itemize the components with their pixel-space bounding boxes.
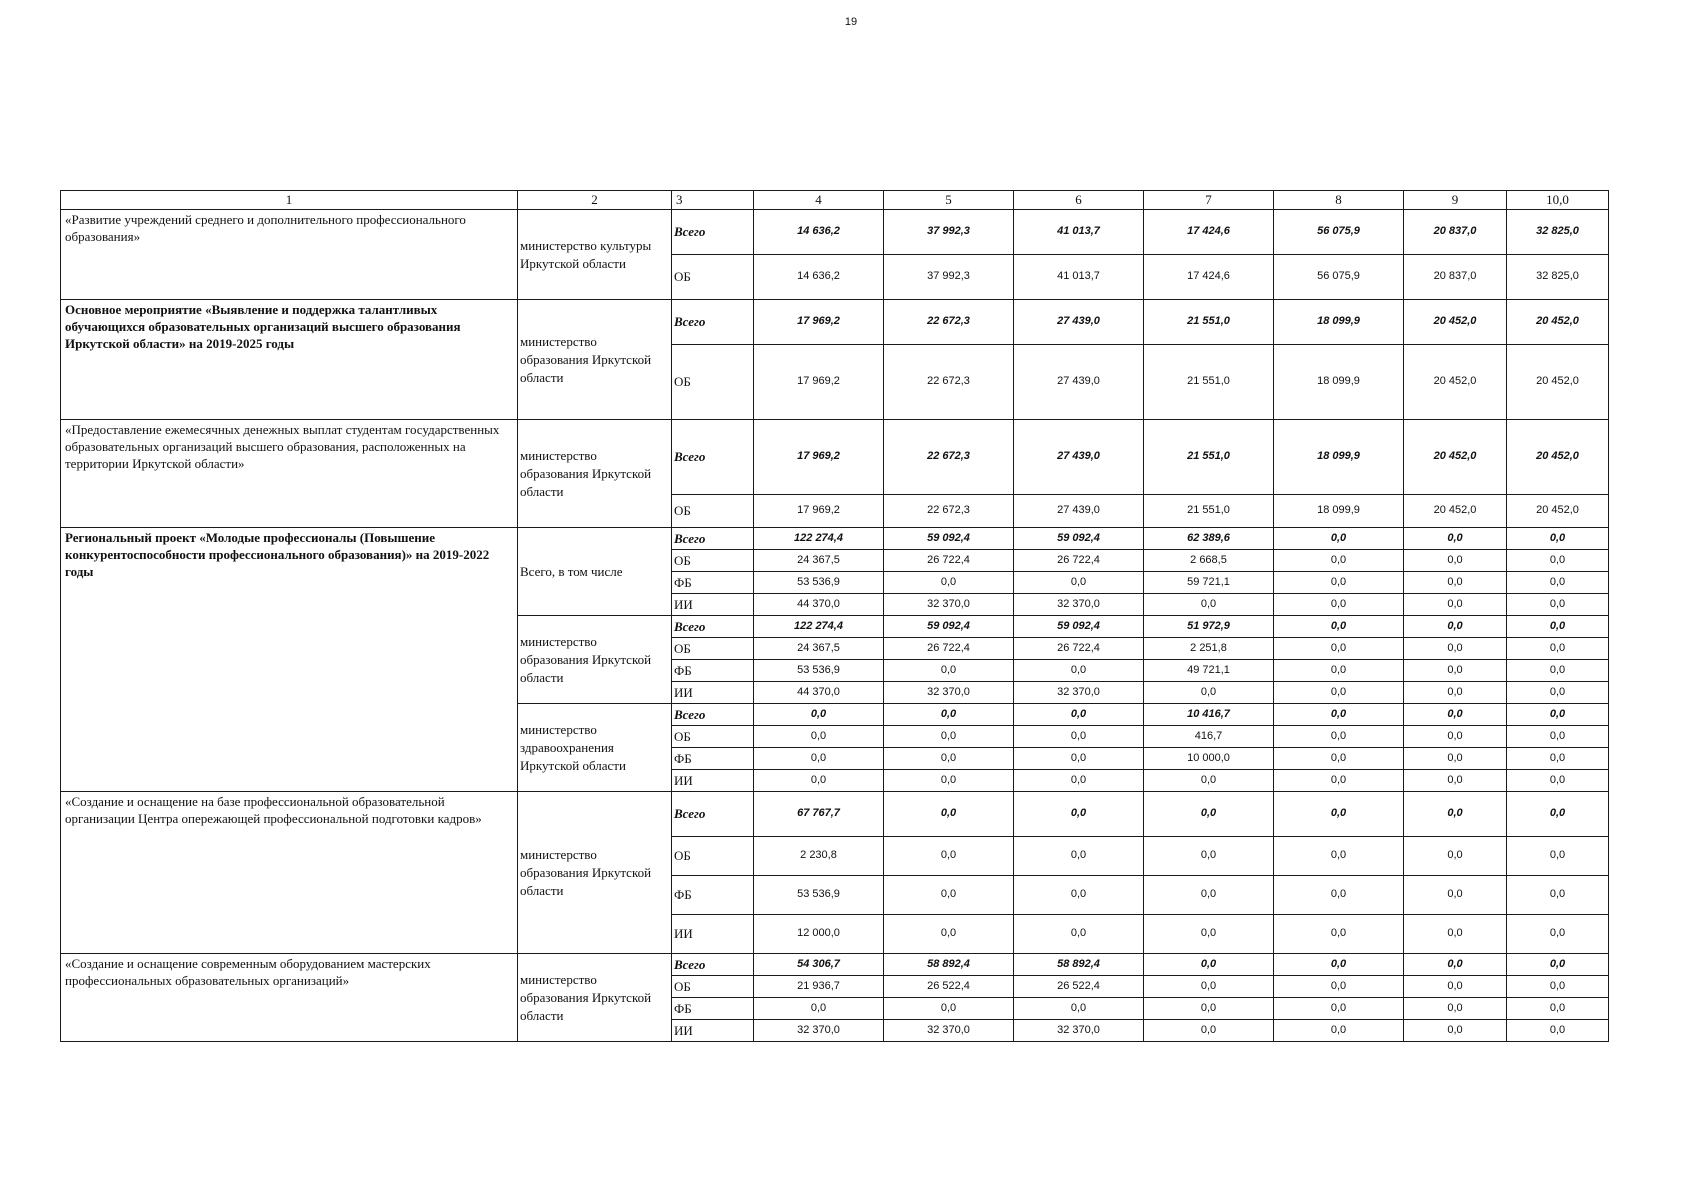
funding-source: Всего — [672, 210, 754, 255]
amount-cell: 0,0 — [1404, 726, 1507, 748]
header-cell: 5 — [884, 191, 1014, 210]
amount-cell: 58 892,4 — [1014, 954, 1144, 976]
amount-cell: 0,0 — [1404, 976, 1507, 998]
amount-cell: 0,0 — [1507, 792, 1609, 837]
amount-cell: 0,0 — [1404, 572, 1507, 594]
amount-cell: 0,0 — [1014, 660, 1144, 682]
funding-source: ИИ — [672, 594, 754, 616]
amount-cell: 0,0 — [1274, 704, 1404, 726]
funding-source: Всего — [672, 528, 754, 550]
amount-cell: 0,0 — [884, 660, 1014, 682]
amount-cell: 0,0 — [1404, 770, 1507, 792]
amount-cell: 32 370,0 — [754, 1020, 884, 1042]
amount-cell: 49 721,1 — [1144, 660, 1274, 682]
amount-cell: 56 075,9 — [1274, 255, 1404, 300]
funding-source: ФБ — [672, 572, 754, 594]
amount-cell: 0,0 — [1014, 704, 1144, 726]
amount-cell: 26 722,4 — [1014, 638, 1144, 660]
amount-cell: 26 522,4 — [1014, 976, 1144, 998]
amount-cell: 0,0 — [1274, 876, 1404, 915]
table-body — [61, 191, 1609, 1042]
amount-cell: 0,0 — [1144, 770, 1274, 792]
funding-source: ОБ — [672, 255, 754, 300]
amount-cell: 17 969,2 — [754, 495, 884, 528]
amount-cell: 20 452,0 — [1507, 300, 1609, 345]
amount-cell: 18 099,9 — [1274, 495, 1404, 528]
amount-cell: 0,0 — [1144, 954, 1274, 976]
funding-source: ИИ — [672, 770, 754, 792]
amount-cell: 53 536,9 — [754, 660, 884, 682]
amount-cell: 0,0 — [1144, 792, 1274, 837]
amount-cell: 0,0 — [1274, 1020, 1404, 1042]
amount-cell: 32 370,0 — [884, 594, 1014, 616]
funding-source: ФБ — [672, 876, 754, 915]
amount-cell: 0,0 — [1274, 748, 1404, 770]
funding-source: ОБ — [672, 495, 754, 528]
amount-cell: 20 452,0 — [1507, 345, 1609, 420]
amount-cell: 0,0 — [754, 748, 884, 770]
amount-cell: 32 825,0 — [1507, 255, 1609, 300]
funding-source: ФБ — [672, 660, 754, 682]
amount-cell: 53 536,9 — [754, 572, 884, 594]
amount-cell: 0,0 — [1507, 704, 1609, 726]
amount-cell: 0,0 — [1404, 748, 1507, 770]
amount-cell: 20 837,0 — [1404, 255, 1507, 300]
amount-cell: 0,0 — [1274, 954, 1404, 976]
amount-cell: 0,0 — [1274, 572, 1404, 594]
amount-cell: 0,0 — [1014, 837, 1144, 876]
amount-cell: 0,0 — [1274, 726, 1404, 748]
amount-cell: 0,0 — [1014, 726, 1144, 748]
amount-cell: 20 452,0 — [1507, 420, 1609, 495]
amount-cell: 32 825,0 — [1507, 210, 1609, 255]
amount-cell: 26 722,4 — [1014, 550, 1144, 572]
amount-cell: 21 551,0 — [1144, 495, 1274, 528]
amount-cell: 27 439,0 — [1014, 495, 1144, 528]
amount-cell: 0,0 — [1404, 876, 1507, 915]
amount-cell: 41 013,7 — [1014, 255, 1144, 300]
amount-cell: 0,0 — [884, 572, 1014, 594]
amount-cell: 18 099,9 — [1274, 345, 1404, 420]
amount-cell: 0,0 — [1404, 616, 1507, 638]
header-cell: 1 — [61, 191, 518, 210]
amount-cell: 21 936,7 — [754, 976, 884, 998]
executor-name: Всего, в том числе — [518, 528, 672, 616]
header-cell: 9 — [1404, 191, 1507, 210]
amount-cell: 0,0 — [1404, 954, 1507, 976]
amount-cell: 62 389,6 — [1144, 528, 1274, 550]
table-row — [61, 420, 1609, 495]
amount-cell: 59 092,4 — [1014, 616, 1144, 638]
amount-cell: 20 452,0 — [1404, 420, 1507, 495]
amount-cell: 0,0 — [754, 998, 884, 1020]
amount-cell: 0,0 — [1507, 976, 1609, 998]
header-cell: 10,0 — [1507, 191, 1609, 210]
funding-source: Всего — [672, 704, 754, 726]
amount-cell: 21 551,0 — [1144, 345, 1274, 420]
amount-cell: 20 452,0 — [1404, 345, 1507, 420]
header-cell: 3 — [672, 191, 754, 210]
funding-source: ИИ — [672, 1020, 754, 1042]
executor-name: министерство образования Иркутской области — [518, 616, 672, 704]
amount-cell: 0,0 — [1144, 915, 1274, 954]
amount-cell: 0,0 — [884, 726, 1014, 748]
amount-cell: 17 424,6 — [1144, 255, 1274, 300]
funding-source: ИИ — [672, 682, 754, 704]
amount-cell: 59 721,1 — [1144, 572, 1274, 594]
funding-source: Всего — [672, 300, 754, 345]
amount-cell: 0,0 — [1507, 594, 1609, 616]
amount-cell: 24 367,5 — [754, 550, 884, 572]
amount-cell: 59 092,4 — [884, 616, 1014, 638]
amount-cell: 20 452,0 — [1404, 300, 1507, 345]
funding-source: ОБ — [672, 726, 754, 748]
amount-cell: 67 767,7 — [754, 792, 884, 837]
amount-cell: 56 075,9 — [1274, 210, 1404, 255]
amount-cell: 0,0 — [884, 837, 1014, 876]
activity-name: «Предоставление ежемесячных денежных выплат студентам государственных образовательных организаций высшего образования, расположенных на территории Иркутской области» — [61, 420, 518, 528]
activity-name: «Создание и оснащение на базе профессиональной образовательной организации Центра опережающей профессиональной подготовки кадров» — [61, 792, 518, 954]
amount-cell: 0,0 — [1014, 792, 1144, 837]
amount-cell: 0,0 — [1507, 550, 1609, 572]
activity-name: Основное мероприятие «Выявление и поддержка талантливых обучающихся образовательных организаций высшего образования Иркутской области» на 2019-2025 годы — [61, 300, 518, 420]
amount-cell: 21 551,0 — [1144, 420, 1274, 495]
amount-cell: 0,0 — [1404, 528, 1507, 550]
amount-cell: 0,0 — [1274, 998, 1404, 1020]
funding-source: ОБ — [672, 345, 754, 420]
funding-source: ОБ — [672, 976, 754, 998]
amount-cell: 37 992,3 — [884, 210, 1014, 255]
amount-cell: 20 452,0 — [1507, 495, 1609, 528]
amount-cell: 53 536,9 — [754, 876, 884, 915]
amount-cell: 122 274,4 — [754, 616, 884, 638]
amount-cell: 0,0 — [1507, 528, 1609, 550]
amount-cell: 0,0 — [1274, 770, 1404, 792]
amount-cell: 0,0 — [1507, 998, 1609, 1020]
page-number: 19 — [844, 16, 858, 28]
amount-cell: 51 972,9 — [1144, 616, 1274, 638]
table-row — [61, 528, 1609, 550]
amount-cell: 24 367,5 — [754, 638, 884, 660]
amount-cell: 17 969,2 — [754, 300, 884, 345]
funding-source: ОБ — [672, 837, 754, 876]
amount-cell: 32 370,0 — [1014, 594, 1144, 616]
activity-name: «Развитие учреждений среднего и дополнительного профессионального образования» — [61, 210, 518, 300]
budget-table — [60, 190, 1609, 1042]
executor-name: министерство образования Иркутской области — [518, 792, 672, 954]
amount-cell: 22 672,3 — [884, 495, 1014, 528]
amount-cell: 0,0 — [1274, 792, 1404, 837]
table-row — [61, 300, 1609, 345]
amount-cell: 0,0 — [884, 792, 1014, 837]
amount-cell: 26 522,4 — [884, 976, 1014, 998]
amount-cell: 0,0 — [1014, 998, 1144, 1020]
amount-cell: 0,0 — [1507, 682, 1609, 704]
amount-cell: 0,0 — [1014, 748, 1144, 770]
amount-cell: 0,0 — [1404, 915, 1507, 954]
amount-cell: 26 722,4 — [884, 638, 1014, 660]
amount-cell: 0,0 — [884, 998, 1014, 1020]
amount-cell: 17 969,2 — [754, 420, 884, 495]
amount-cell: 32 370,0 — [1014, 1020, 1144, 1042]
executor-name: министерство здравоохранения Иркутской области — [518, 704, 672, 792]
amount-cell: 27 439,0 — [1014, 345, 1144, 420]
amount-cell: 0,0 — [1144, 998, 1274, 1020]
amount-cell: 27 439,0 — [1014, 300, 1144, 345]
header-cell: 8 — [1274, 191, 1404, 210]
amount-cell: 59 092,4 — [1014, 528, 1144, 550]
amount-cell: 20 837,0 — [1404, 210, 1507, 255]
table-row — [61, 210, 1609, 255]
amount-cell: 0,0 — [1507, 660, 1609, 682]
amount-cell: 14 636,2 — [754, 210, 884, 255]
funding-source: ОБ — [672, 550, 754, 572]
amount-cell: 0,0 — [884, 915, 1014, 954]
amount-cell: 0,0 — [1014, 915, 1144, 954]
amount-cell: 10 000,0 — [1144, 748, 1274, 770]
amount-cell: 0,0 — [1014, 876, 1144, 915]
amount-cell: 0,0 — [1404, 792, 1507, 837]
amount-cell: 2 668,5 — [1144, 550, 1274, 572]
amount-cell: 0,0 — [1404, 550, 1507, 572]
amount-cell: 21 551,0 — [1144, 300, 1274, 345]
amount-cell: 12 000,0 — [754, 915, 884, 954]
executor-name: министерство образования Иркутской области — [518, 420, 672, 528]
amount-cell: 32 370,0 — [884, 1020, 1014, 1042]
amount-cell: 0,0 — [1144, 594, 1274, 616]
activity-name: «Создание и оснащение современным оборудованием мастерских профессиональных образовательных организаций» — [61, 954, 518, 1042]
amount-cell: 14 636,2 — [754, 255, 884, 300]
table-row — [61, 954, 1609, 976]
amount-cell: 0,0 — [1404, 638, 1507, 660]
amount-cell: 44 370,0 — [754, 594, 884, 616]
amount-cell: 0,0 — [1507, 572, 1609, 594]
amount-cell: 0,0 — [1507, 770, 1609, 792]
funding-source: Всего — [672, 792, 754, 837]
executor-name: министерство образования Иркутской области — [518, 954, 672, 1042]
amount-cell: 0,0 — [1404, 1020, 1507, 1042]
amount-cell: 0,0 — [754, 770, 884, 792]
table-row — [61, 792, 1609, 837]
amount-cell: 0,0 — [1507, 837, 1609, 876]
amount-cell: 0,0 — [1507, 915, 1609, 954]
amount-cell: 0,0 — [1507, 616, 1609, 638]
activity-name: Региональный проект «Молодые профессионалы (Повышение конкурентоспособности профессионального образования)» на 2019-2022 годы — [61, 528, 518, 792]
executor-name: министерство образования Иркутской области — [518, 300, 672, 420]
executor-name: министерство культуры Иркутской области — [518, 210, 672, 300]
amount-cell: 0,0 — [1507, 638, 1609, 660]
funding-source: ИИ — [672, 915, 754, 954]
funding-source: Всего — [672, 954, 754, 976]
amount-cell: 22 672,3 — [884, 345, 1014, 420]
funding-source: ФБ — [672, 748, 754, 770]
header-cell: 2 — [518, 191, 672, 210]
header-cell: 6 — [1014, 191, 1144, 210]
amount-cell: 0,0 — [1274, 528, 1404, 550]
amount-cell: 0,0 — [1274, 550, 1404, 572]
amount-cell: 0,0 — [1274, 682, 1404, 704]
amount-cell: 41 013,7 — [1014, 210, 1144, 255]
amount-cell: 0,0 — [1507, 726, 1609, 748]
amount-cell: 22 672,3 — [884, 420, 1014, 495]
amount-cell: 0,0 — [1144, 837, 1274, 876]
amount-cell: 10 416,7 — [1144, 704, 1274, 726]
amount-cell: 17 969,2 — [754, 345, 884, 420]
amount-cell: 0,0 — [1144, 976, 1274, 998]
amount-cell: 32 370,0 — [884, 682, 1014, 704]
amount-cell: 0,0 — [1274, 976, 1404, 998]
amount-cell: 18 099,9 — [1274, 420, 1404, 495]
amount-cell: 0,0 — [884, 876, 1014, 915]
amount-cell: 0,0 — [1404, 660, 1507, 682]
amount-cell: 0,0 — [754, 726, 884, 748]
amount-cell: 122 274,4 — [754, 528, 884, 550]
amount-cell: 0,0 — [1014, 770, 1144, 792]
amount-cell: 416,7 — [1144, 726, 1274, 748]
amount-cell: 0,0 — [1404, 594, 1507, 616]
amount-cell: 37 992,3 — [884, 255, 1014, 300]
amount-cell: 0,0 — [1404, 998, 1507, 1020]
header-row — [61, 191, 1609, 210]
amount-cell: 0,0 — [1404, 704, 1507, 726]
amount-cell: 0,0 — [754, 704, 884, 726]
amount-cell: 59 092,4 — [884, 528, 1014, 550]
funding-source: ФБ — [672, 998, 754, 1020]
amount-cell: 0,0 — [1507, 1020, 1609, 1042]
amount-cell: 0,0 — [1144, 1020, 1274, 1042]
amount-cell: 0,0 — [1274, 915, 1404, 954]
funding-source: Всего — [672, 616, 754, 638]
amount-cell: 0,0 — [1404, 837, 1507, 876]
amount-cell: 0,0 — [1274, 594, 1404, 616]
amount-cell: 0,0 — [1274, 638, 1404, 660]
amount-cell: 20 452,0 — [1404, 495, 1507, 528]
amount-cell: 0,0 — [1274, 837, 1404, 876]
amount-cell: 44 370,0 — [754, 682, 884, 704]
amount-cell: 0,0 — [884, 748, 1014, 770]
amount-cell: 26 722,4 — [884, 550, 1014, 572]
amount-cell: 32 370,0 — [1014, 682, 1144, 704]
amount-cell: 0,0 — [1507, 748, 1609, 770]
header-cell: 4 — [754, 191, 884, 210]
amount-cell: 18 099,9 — [1274, 300, 1404, 345]
amount-cell: 0,0 — [1144, 682, 1274, 704]
amount-cell: 54 306,7 — [754, 954, 884, 976]
amount-cell: 0,0 — [1507, 954, 1609, 976]
funding-source: ОБ — [672, 638, 754, 660]
amount-cell: 22 672,3 — [884, 300, 1014, 345]
amount-cell: 2 251,8 — [1144, 638, 1274, 660]
amount-cell: 17 424,6 — [1144, 210, 1274, 255]
amount-cell: 27 439,0 — [1014, 420, 1144, 495]
amount-cell: 0,0 — [1014, 572, 1144, 594]
amount-cell: 0,0 — [1404, 682, 1507, 704]
amount-cell: 0,0 — [1274, 616, 1404, 638]
funding-source: Всего — [672, 420, 754, 495]
amount-cell: 0,0 — [884, 770, 1014, 792]
amount-cell: 0,0 — [1144, 876, 1274, 915]
amount-cell: 2 230,8 — [754, 837, 884, 876]
amount-cell: 0,0 — [884, 704, 1014, 726]
amount-cell: 58 892,4 — [884, 954, 1014, 976]
amount-cell: 0,0 — [1274, 660, 1404, 682]
amount-cell: 0,0 — [1507, 876, 1609, 915]
header-cell: 7 — [1144, 191, 1274, 210]
